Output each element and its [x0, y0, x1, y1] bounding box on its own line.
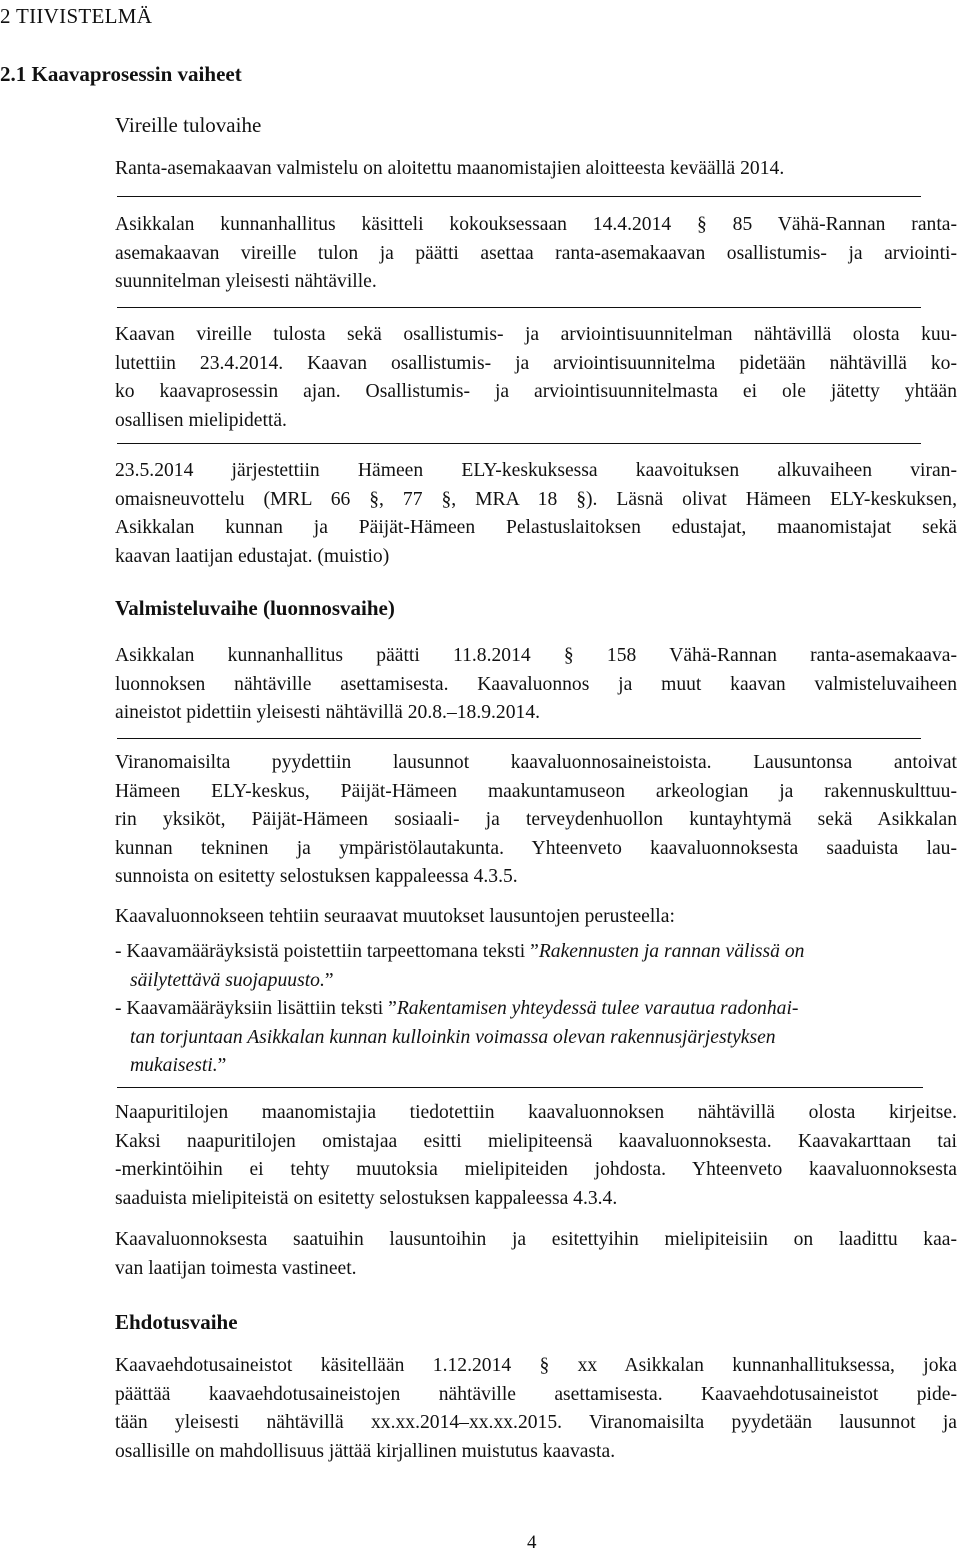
paragraph [115, 642, 957, 728]
quoted-text: Rakentamisen yhteydessä tulee varautua radonhai- [396, 998, 799, 1019]
phase-title-initiation: Vireille tulovaihe [115, 113, 262, 137]
text-line: ko kaavaprosessin ajan. Osallistumis- ja arviointisuunnitelmasta ei ole jätetty yhtään [115, 381, 957, 402]
list-text: - Kaavamääräyksistä poistettiin tarpeettomana teksti ” [115, 941, 539, 962]
text-line: aineistot pidettiin yleisesti nähtävillä 20.8.–18.9.2014. [115, 702, 541, 723]
text-line: asemakaavan vireille tulon ja päätti asettaa ranta-asemakaavan osallistumis- ja arviointi- [115, 242, 957, 264]
text-line: Hämeen ELY-keskus, Päijät-Hämeen maakuntamuseon arkeologian ja rakennuskulttuu- [115, 780, 957, 802]
text-line: Asikkalan kunnanhallitus päätti 11.8.2014 § 158 Vähä-Rannan ranta-asemakaava- [115, 645, 957, 666]
page-number: 4 [527, 1532, 537, 1553]
change-list-item [115, 938, 957, 995]
paragraph [115, 1226, 957, 1283]
text-line: rin yksiköt, Päijät-Hämeen sosiaali- ja terveydenhuollon kuntayhtymä sekä Asikkalan [115, 809, 957, 830]
text-line: saaduista mielipiteistä on esitetty selostuksen kappaleessa 4.3.4. [115, 1187, 618, 1209]
subsection-heading: 2.1 Kaavaprosessin vaiheet [0, 62, 242, 86]
text-line: Asikkalan kunnan ja Päijät-Hämeen Pelastuslaitoksen edustajat, maanomistajat sekä [115, 517, 957, 538]
separator-rule [117, 196, 921, 197]
text-line: osallisen mielipidettä. [115, 409, 287, 431]
list-text: ” [324, 969, 334, 991]
text-line: Kaavaluonnokseen tehtiin seuraavat muutokset lausuntojen perusteella: [115, 906, 675, 927]
paragraph [115, 457, 957, 571]
paragraph [115, 155, 957, 184]
text-line: Asikkalan kunnanhallitus käsitteli kokouksessaan 14.4.2014 § 85 Vähä-Rannan ranta- [115, 214, 957, 235]
separator-rule [117, 307, 921, 308]
text-line: van laatijan toimesta vastineet. [115, 1257, 357, 1279]
paragraph [115, 1352, 957, 1466]
text-line: Ranta-asemakaavan valmistelu on aloitettu maanomistajien aloitteesta keväällä 2014. [115, 158, 785, 179]
text-line: lutettiin 23.4.2014. Kaavan osallistumis- ja arviointisuunnitelma pidetään nähtävillä ko- [115, 352, 957, 374]
section-heading: 2 TIIVISTELMÄ [0, 4, 153, 28]
paragraph [115, 211, 957, 297]
text-line: päättää kaavaehdotusaineistojen nähtäville asettamisesta. Kaavaehdotusaineistot pide- [115, 1383, 957, 1405]
paragraph [115, 749, 957, 892]
text-line: Kaavan vireille tulosta sekä osallistumis- ja arviointisuunnitelman nähtävillä olosta kuu- [115, 324, 957, 345]
text-line: Kaksi naapuritilojen omistajaa esitti mielipiteensä kaavaluonnoksesta. Kaavakarttaan tai [115, 1130, 957, 1152]
text-line: Naapuritilojen maanomistajia tiedotettiin kaavaluonnoksen nähtävillä olosta kirjeitse. [115, 1102, 957, 1123]
text-line: -merkintöihin ei tehty muutoksia mielipiteiden johdosta. Yhteenveto kaavaluonnoksesta [115, 1159, 957, 1180]
quoted-text: tan torjuntaan Asikkalan kunnan kulloinkin voimassa olevan rakennusjärjestyksen [130, 1026, 776, 1048]
text-line: sunnoista on esitetty selostuksen kappaleessa 4.3.5. [115, 866, 518, 887]
paragraph [115, 321, 957, 435]
quoted-text: mukaisesti. [130, 1055, 218, 1076]
separator-rule [117, 1087, 923, 1088]
paragraph [115, 1099, 957, 1213]
text-line: Viranomaisilta pyydettiin lausunnot kaavaluonnosaineistoista. Lausuntonsa antoivat [115, 752, 957, 773]
paragraph [115, 903, 957, 932]
phase-title-proposal: Ehdotusvaihe [115, 1310, 238, 1334]
quoted-text: Rakennusten ja rannan välissä on [538, 941, 805, 962]
text-line: Kaavaluonnoksesta saatuihin lausuntoihin ja esitettyihin mielipiteisiin on laadittu kaa- [115, 1229, 957, 1250]
text-line: Kaavaehdotusaineistot käsitellään 1.12.2014 § xx Asikkalan kunnanhallituksessa, joka [115, 1355, 957, 1376]
text-line: luonnoksen nähtäville asettamisesta. Kaavaluonnos ja muut kaavan valmisteluvaiheen [115, 673, 957, 695]
list-text: ” [217, 1055, 227, 1076]
text-line: 23.5.2014 järjestettiin Hämeen ELY-keskuksessa kaavoituksen alkuvaiheen viran- [115, 460, 957, 481]
list-text: - Kaavamääräyksiin lisättiin teksti ” [115, 998, 397, 1019]
text-line: suunnitelman yleisesti nähtäville. [115, 271, 377, 292]
quoted-text: säilytettävä suojapuusto. [130, 969, 325, 991]
phase-title-draft: Valmisteluvaihe (luonnosvaihe) [115, 596, 395, 620]
change-list-item [115, 995, 957, 1081]
text-line: kunnan tekninen ja ympäristölautakunta. Yhteenveto kaavaluonnoksesta saaduista lau- [115, 837, 957, 859]
separator-rule [117, 443, 921, 444]
text-line: tään yleisesti nähtävillä xx.xx.2014–xx.xx.2015. Viranomaisilta pyydetään lausunnot ja [115, 1412, 957, 1433]
separator-rule [117, 738, 921, 739]
text-line: kaavan laatijan edustajat. (muistio) [115, 545, 390, 567]
text-line: osallisille on mahdollisuus jättää kirjallinen muistutus kaavasta. [115, 1440, 616, 1462]
text-line: omaisneuvottelu (MRL 66 §, 77 §, MRA 18 §). Läsnä olivat Hämeen ELY-keskuksen, [115, 488, 957, 510]
